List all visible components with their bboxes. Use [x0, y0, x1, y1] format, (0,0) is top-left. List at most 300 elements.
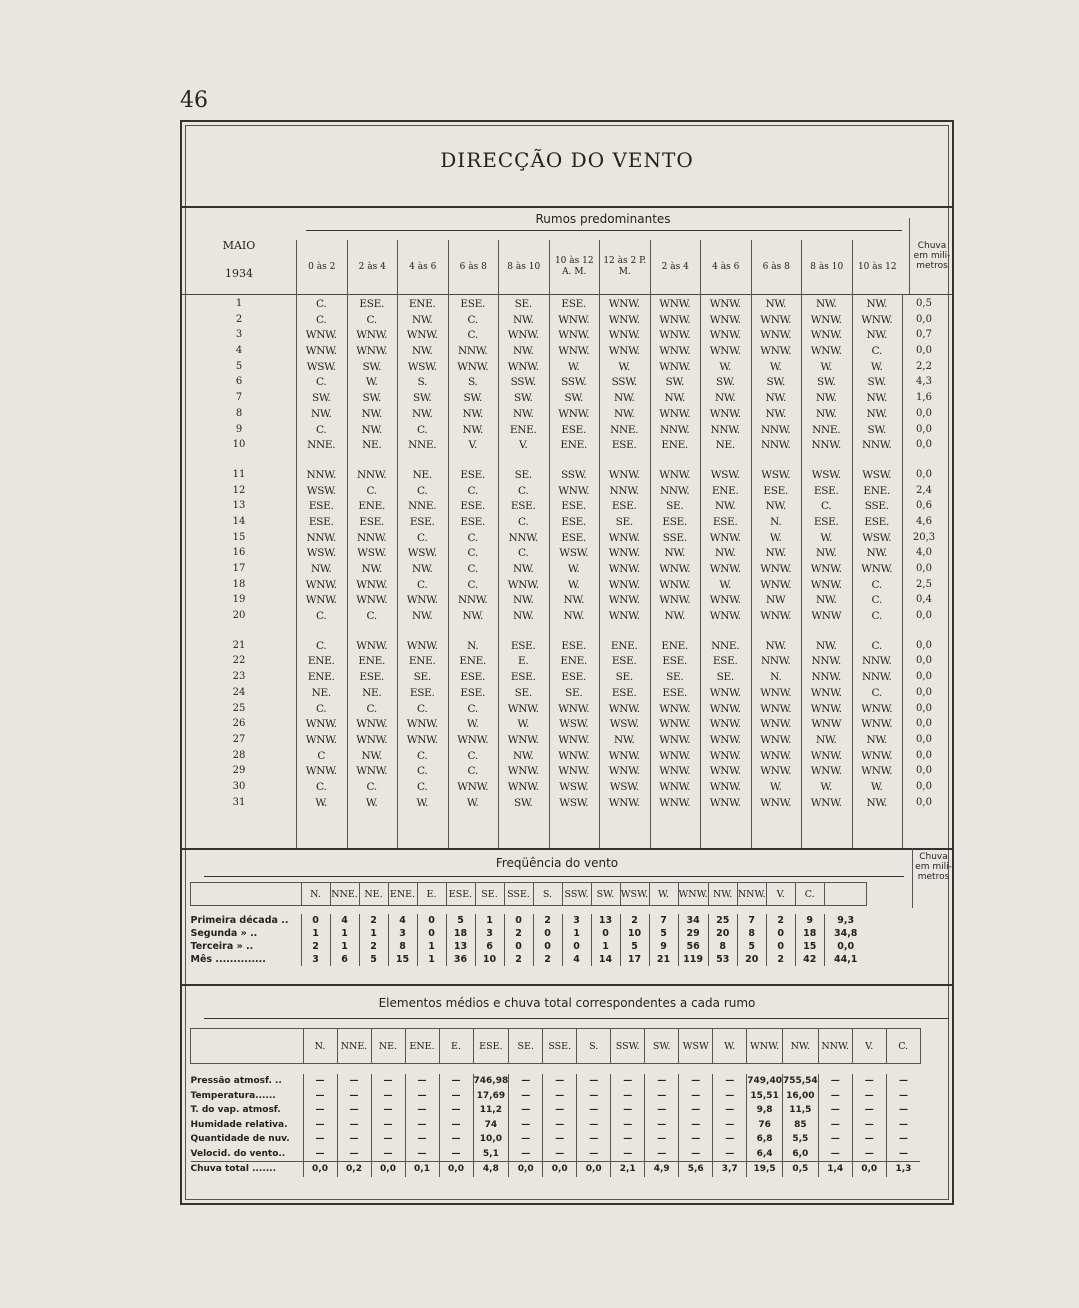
wind-cell: WNW. — [406, 329, 438, 342]
day-number: 6 — [235, 376, 243, 388]
elements-value: — — [371, 1074, 405, 1089]
day-number: 30 — [232, 780, 246, 792]
wind-cell: WNW. — [457, 780, 489, 793]
wind-cell: WNW. — [608, 329, 640, 342]
wind-cell: C. — [366, 780, 377, 793]
wind-cell: WNW. — [760, 345, 792, 358]
elements-value: — — [543, 1132, 577, 1147]
wind-cell: WNW. — [659, 780, 691, 793]
frequency-row — [191, 953, 867, 966]
chuva-header: Chuva em mili-metros — [909, 218, 954, 294]
elements-row-label: Temperatura...... — [190, 1090, 276, 1101]
frequency-title: Freqüência do vento — [495, 856, 619, 870]
elements-value: — — [577, 1147, 611, 1162]
wind-cell: W. — [820, 780, 833, 793]
elements-value: — — [818, 1147, 852, 1162]
wind-cell: SW. — [311, 392, 331, 405]
data-table-frame — [180, 120, 954, 1205]
wind-cell: SE. — [615, 671, 633, 684]
hour-header: 8 às 10 — [801, 240, 852, 294]
rain-cell: 20,3 — [912, 531, 936, 543]
elements-value: — — [886, 1089, 920, 1104]
wind-cell: ESE. — [308, 515, 334, 528]
wind-cell: ENE. — [509, 423, 537, 436]
frequency-value: 21 — [649, 953, 678, 966]
elements-row — [191, 1103, 921, 1118]
wind-cell: WNW. — [760, 718, 792, 731]
direction-header: SE. — [509, 1029, 543, 1064]
wind-cell: WNW. — [608, 298, 640, 310]
day-number: 23 — [232, 671, 246, 683]
frequency-value: 20 — [737, 953, 766, 966]
wind-cell: NNW. — [761, 655, 791, 668]
frequency-value: 7 — [737, 914, 766, 927]
wind-cell: ESE. — [460, 468, 486, 481]
elements-table — [190, 1028, 921, 1177]
elements-row-label: Chuva total ....... — [191, 1162, 304, 1177]
direction-header: N. — [303, 1029, 337, 1064]
elements-value: — — [852, 1103, 886, 1118]
wind-cell: S. — [467, 376, 478, 389]
wind-cell: C. — [821, 500, 832, 513]
elements-value: — — [886, 1147, 920, 1162]
month-label: MAIO — [222, 239, 256, 252]
wind-cell: NW. — [815, 733, 837, 746]
elements-value: — — [852, 1132, 886, 1147]
direction-header: SSE. — [543, 1029, 577, 1064]
wind-cell: E. — [518, 655, 529, 668]
frequency-value: 2 — [504, 927, 533, 940]
wind-cell: ESE. — [611, 655, 637, 668]
wind-cell: WNW. — [608, 749, 640, 762]
wind-cell: W. — [870, 360, 883, 373]
wind-cell: W. — [618, 360, 631, 373]
elements-value: — — [509, 1132, 543, 1147]
elements-value: — — [852, 1074, 886, 1089]
wind-cell: SW. — [513, 392, 533, 405]
wind-cell: W. — [567, 578, 580, 591]
frequency-value: 5 — [649, 927, 678, 940]
elements-header-row — [191, 1029, 921, 1064]
elements-value: 9,8 — [747, 1103, 783, 1118]
day-row — [182, 781, 952, 797]
wind-cell: ESE. — [611, 686, 637, 699]
frequency-value: 3 — [562, 914, 591, 927]
wind-cell: WNW. — [760, 733, 792, 746]
rain-cell: 0,0 — [916, 563, 932, 574]
wind-cell: W. — [769, 360, 782, 373]
elements-value: — — [818, 1089, 852, 1104]
frequency-value: 10 — [620, 927, 649, 940]
wind-cell: WNW. — [608, 594, 640, 607]
direction-header: S. — [577, 1029, 611, 1064]
page-title: DIRECÇÃO DO VENTO — [440, 148, 694, 172]
elements-row-label: Humidade relativa. — [190, 1119, 288, 1130]
direction-header: C. — [795, 883, 824, 906]
wind-cell: C. — [467, 702, 478, 715]
wind-cell: WNW. — [709, 765, 741, 778]
rain-cell: 0,0 — [916, 655, 932, 667]
wind-cell: W. — [820, 531, 833, 544]
rain-cell: 0,0 — [916, 639, 932, 651]
direction-header: E. — [417, 883, 446, 906]
elements-value: — — [886, 1103, 920, 1118]
wind-cell: WNW. — [356, 345, 388, 358]
rain-cell: 0,6 — [916, 500, 932, 512]
wind-cell: NW. — [462, 423, 484, 436]
wind-cell: NW. — [361, 407, 383, 420]
wind-cell: SE. — [565, 686, 583, 699]
wind-cell: WNW. — [709, 313, 741, 326]
wind-cell: C. — [316, 376, 327, 389]
elements-value: — — [337, 1074, 371, 1089]
spacer-cell — [191, 1064, 304, 1075]
elements-value: — — [337, 1089, 371, 1104]
wind-cell: ESE. — [561, 671, 587, 684]
day-row — [182, 298, 952, 314]
wind-cell: NW. — [815, 407, 837, 420]
wind-cell: SW. — [362, 392, 382, 405]
wind-cell: NW. — [866, 392, 888, 405]
wind-cell: NW. — [765, 407, 787, 420]
frequency-value: 15 — [795, 940, 824, 953]
wind-cell: NW. — [310, 407, 332, 420]
direction-header: NNE. — [337, 1029, 371, 1064]
wind-cell: C. — [467, 563, 478, 575]
elements-value: — — [509, 1147, 543, 1162]
day-number: 4 — [235, 345, 243, 357]
wind-cell: NW. — [815, 594, 837, 607]
frequency-chuva-header: Chuva em mili-metros — [912, 848, 954, 908]
frequency-row-label: Terceira » .. — [190, 941, 254, 952]
direction-header: E. — [439, 1029, 473, 1064]
wind-cell: NW. — [613, 392, 635, 405]
elements-value: 0,0 — [543, 1162, 577, 1177]
wind-cell: ESE. — [460, 515, 486, 528]
rain-cell: 0,0 — [916, 313, 932, 325]
wind-cell: NNW. — [458, 345, 488, 358]
day-number: 17 — [232, 563, 246, 574]
wind-cell: WNW. — [356, 594, 388, 607]
wind-cell: C. — [316, 780, 327, 793]
day-number: 27 — [232, 733, 246, 745]
elements-value: — — [371, 1118, 405, 1133]
wind-cell: WNW. — [507, 733, 539, 746]
wind-cell: NNW. — [306, 468, 336, 481]
elements-value: — — [679, 1132, 713, 1147]
wind-cell: C — [317, 749, 326, 762]
wind-cell: WNW. — [861, 718, 893, 731]
wind-cell: WNW. — [608, 610, 640, 623]
elements-value: — — [645, 1074, 679, 1089]
wind-cell: ESE. — [359, 671, 385, 684]
day-number: 10 — [232, 439, 246, 451]
wind-cell: NW. — [815, 298, 837, 310]
wind-cell: W. — [769, 780, 782, 793]
rain-cell: 0,0 — [916, 671, 932, 683]
wind-cell: WNW. — [406, 718, 438, 731]
wind-cell: WNW. — [861, 313, 893, 326]
wind-cell: WNW. — [305, 594, 337, 607]
spacer-row — [191, 1064, 921, 1075]
wind-cell: W. — [870, 780, 883, 793]
rain-cell: 0,0 — [916, 749, 932, 761]
frequency-value: 3 — [475, 927, 504, 940]
direction-header: NW. — [708, 883, 737, 906]
wind-cell: ESE. — [813, 515, 839, 528]
wind-cell: NW. — [765, 639, 787, 652]
direction-header: SE. — [475, 883, 504, 906]
elements-value: — — [818, 1103, 852, 1118]
frequency-value: 119 — [678, 953, 708, 966]
frequency-value: 9 — [795, 914, 824, 927]
frequency-row-label: Mês .............. — [190, 954, 266, 965]
wind-cell: ESE. — [460, 671, 486, 684]
frequency-value: 6 — [330, 953, 359, 966]
hour-header: 2 às 4 — [347, 240, 398, 294]
wind-cell: NW. — [512, 749, 534, 762]
wind-cell: WNW — [811, 718, 842, 731]
wind-direction-section — [182, 206, 952, 850]
rumos-brace — [306, 230, 902, 237]
wind-cell: NW. — [462, 407, 484, 420]
wind-cell: C. — [871, 639, 882, 652]
elements-value: — — [439, 1132, 473, 1147]
wind-cell: NNW. — [710, 423, 740, 436]
hour-header: 4 às 6 — [700, 240, 751, 294]
rain-cell: 0,0 — [916, 718, 932, 730]
elements-value: — — [818, 1074, 852, 1089]
frequency-value: 7 — [649, 914, 678, 927]
wind-cell: NW. — [512, 407, 534, 420]
wind-cell: V. — [468, 439, 477, 452]
wind-cell: W. — [466, 718, 479, 731]
frequency-value: 1 — [591, 940, 620, 953]
frequency-value: 8 — [708, 940, 737, 953]
rain-cell: 0,0 — [916, 780, 932, 792]
wind-cell: W. — [315, 796, 328, 809]
elements-value: 76 — [747, 1118, 783, 1133]
elements-value: — — [645, 1089, 679, 1104]
rain-cell: 0,7 — [916, 329, 932, 341]
wind-cell: WNW. — [507, 765, 539, 778]
frequency-row — [191, 914, 867, 927]
elements-row — [191, 1162, 921, 1177]
wind-cell: SSW. — [510, 376, 536, 389]
day-row — [182, 547, 952, 563]
wind-cell: WNW. — [558, 702, 590, 715]
elements-value: — — [577, 1089, 611, 1104]
wind-cell: NNW. — [609, 484, 639, 497]
wind-cell: C. — [417, 578, 428, 591]
frequency-value: 0 — [533, 927, 562, 940]
elements-value: 0,0 — [439, 1162, 473, 1177]
elements-value: — — [886, 1074, 920, 1089]
wind-cell: WNW. — [709, 780, 741, 793]
wind-cell: C. — [467, 313, 478, 326]
elements-row-label: Velocid. do vento.. — [190, 1148, 286, 1159]
wind-cell: W. — [769, 531, 782, 544]
wind-cell: WNW. — [810, 796, 842, 809]
day-row — [182, 750, 952, 766]
wind-cell: WNW. — [810, 765, 842, 778]
direction-header: NE. — [359, 883, 388, 906]
rain-cell: 2,5 — [916, 578, 932, 590]
elements-value: — — [439, 1147, 473, 1162]
row-label-header — [191, 883, 302, 906]
elements-value: 746,98 — [473, 1074, 509, 1089]
elements-value: 16,00 — [782, 1089, 818, 1104]
wind-cell: WNW. — [760, 610, 792, 623]
wind-cell: ENE. — [661, 639, 689, 652]
wind-cell: NW. — [361, 749, 383, 762]
elements-value: — — [509, 1103, 543, 1118]
day-number: 8 — [235, 407, 243, 419]
day-row — [182, 408, 952, 424]
elements-value: — — [371, 1132, 405, 1147]
wind-cell: SE. — [615, 515, 633, 528]
wind-cell: WNW. — [558, 484, 590, 497]
frequency-row-label: Segunda » .. — [190, 928, 258, 939]
elements-value: — — [337, 1118, 371, 1133]
frequency-value: 2 — [766, 914, 795, 927]
wind-direction-header — [182, 206, 952, 295]
elements-value: 17,69 — [473, 1089, 509, 1104]
frequency-value: 18 — [446, 927, 475, 940]
hour-header: 10 às 12 — [852, 240, 903, 294]
wind-cell: WNW. — [861, 702, 893, 715]
wind-cell: ESE. — [409, 515, 435, 528]
wind-cell: ESE. — [763, 484, 789, 497]
wind-cell: WNW. — [457, 360, 489, 373]
wind-cell: WNW. — [709, 610, 741, 623]
wind-cell: WNW. — [356, 639, 388, 652]
frequency-value: 53 — [708, 953, 737, 966]
wind-cell: NNW. — [458, 594, 488, 607]
frequency-value: 8 — [737, 927, 766, 940]
wind-cell: WSW. — [761, 468, 791, 481]
wind-cell: ENE. — [661, 439, 689, 452]
frequency-value: 8 — [388, 940, 417, 953]
wind-cell: WNW. — [356, 733, 388, 746]
frequency-value: 0 — [504, 940, 533, 953]
wind-cell: NW. — [411, 313, 433, 326]
rain-cell: 2,2 — [916, 360, 932, 372]
wind-cell: NE. — [362, 439, 382, 452]
wind-cell: SW. — [463, 392, 483, 405]
elements-value: 11,2 — [473, 1103, 509, 1118]
elements-value: — — [645, 1147, 679, 1162]
wind-cell: WNW. — [608, 702, 640, 715]
frequency-rain: 34,8 — [824, 927, 867, 940]
wind-cell: N. — [467, 639, 479, 652]
elements-value: — — [405, 1132, 439, 1147]
elements-value: — — [611, 1132, 645, 1147]
elements-value: — — [713, 1074, 747, 1089]
rain-cell: 0,4 — [916, 594, 932, 606]
direction-header: SW. — [645, 1029, 679, 1064]
wind-cell: ESE. — [662, 655, 688, 668]
elements-value: 0,0 — [509, 1162, 543, 1177]
wind-cell: V. — [519, 439, 528, 452]
elements-value: 74 — [473, 1118, 509, 1133]
frequency-brace — [204, 876, 904, 877]
wind-cell: NNW. — [862, 671, 892, 684]
wind-cell: WNW. — [709, 594, 741, 607]
rain-cell: 0,0 — [916, 686, 932, 698]
frequency-value: 2 — [359, 914, 388, 927]
day-row — [182, 532, 952, 548]
wind-cell: C. — [366, 484, 377, 497]
day-number: 2 — [235, 313, 243, 325]
frequency-value: 0 — [417, 914, 446, 927]
wind-cell: NW. — [512, 345, 534, 358]
elements-value: — — [405, 1103, 439, 1118]
wind-cell: SSE. — [864, 500, 889, 513]
wind-cell: C. — [871, 345, 882, 358]
elements-value: — — [611, 1147, 645, 1162]
wind-cell: NW. — [361, 563, 383, 575]
wind-cell: WNW. — [760, 796, 792, 809]
wind-cell: WNW. — [709, 796, 741, 809]
wind-cell: ESE. — [409, 686, 435, 699]
wind-cell: NNW. — [306, 531, 336, 544]
wind-cell: NW. — [765, 547, 787, 560]
wind-cell: C. — [316, 423, 327, 436]
day-row — [182, 500, 952, 516]
wind-cell: WSW. — [559, 780, 589, 793]
rain-cell: 4,3 — [916, 376, 932, 388]
elements-value: — — [405, 1089, 439, 1104]
frequency-section — [182, 848, 952, 986]
rain-cell: 2,4 — [916, 484, 932, 496]
elements-value: 0,0 — [577, 1162, 611, 1177]
elements-value: — — [645, 1118, 679, 1133]
wind-cell: NNE. — [610, 423, 639, 436]
elements-value: — — [509, 1074, 543, 1089]
wind-cell: WNW. — [406, 594, 438, 607]
wind-cell: WNW. — [709, 733, 741, 746]
wind-cell: WNW. — [810, 686, 842, 699]
wind-cell: WNW. — [406, 733, 438, 746]
wind-cell: WNW. — [305, 578, 337, 591]
frequency-value: 0 — [591, 927, 620, 940]
wind-cell: SE. — [413, 671, 431, 684]
wind-cell: SW. — [867, 376, 887, 389]
wind-cell: NNW. — [660, 484, 690, 497]
elements-value: 5,5 — [782, 1132, 818, 1147]
wind-cell: WNW. — [810, 345, 842, 358]
wind-cell: WNW. — [659, 298, 691, 310]
wind-cell: ESE. — [712, 515, 738, 528]
elements-value: — — [679, 1089, 713, 1104]
wind-cell: NW. — [866, 796, 888, 809]
elements-value: — — [679, 1147, 713, 1162]
wind-cell: WNW. — [659, 313, 691, 326]
elements-value: 85 — [782, 1118, 818, 1133]
day-number: 21 — [232, 639, 246, 651]
wind-cell: NNW. — [862, 439, 892, 452]
day-row — [182, 640, 952, 656]
wind-cell: SW. — [412, 392, 432, 405]
wind-cell: NW. — [411, 407, 433, 420]
elements-value: 6,4 — [747, 1147, 783, 1162]
frequency-value: 9 — [649, 940, 678, 953]
wind-cell: ESE. — [460, 500, 486, 513]
frequency-value: 1 — [330, 927, 359, 940]
elements-value: — — [611, 1118, 645, 1133]
wind-cell: NW. — [815, 392, 837, 405]
